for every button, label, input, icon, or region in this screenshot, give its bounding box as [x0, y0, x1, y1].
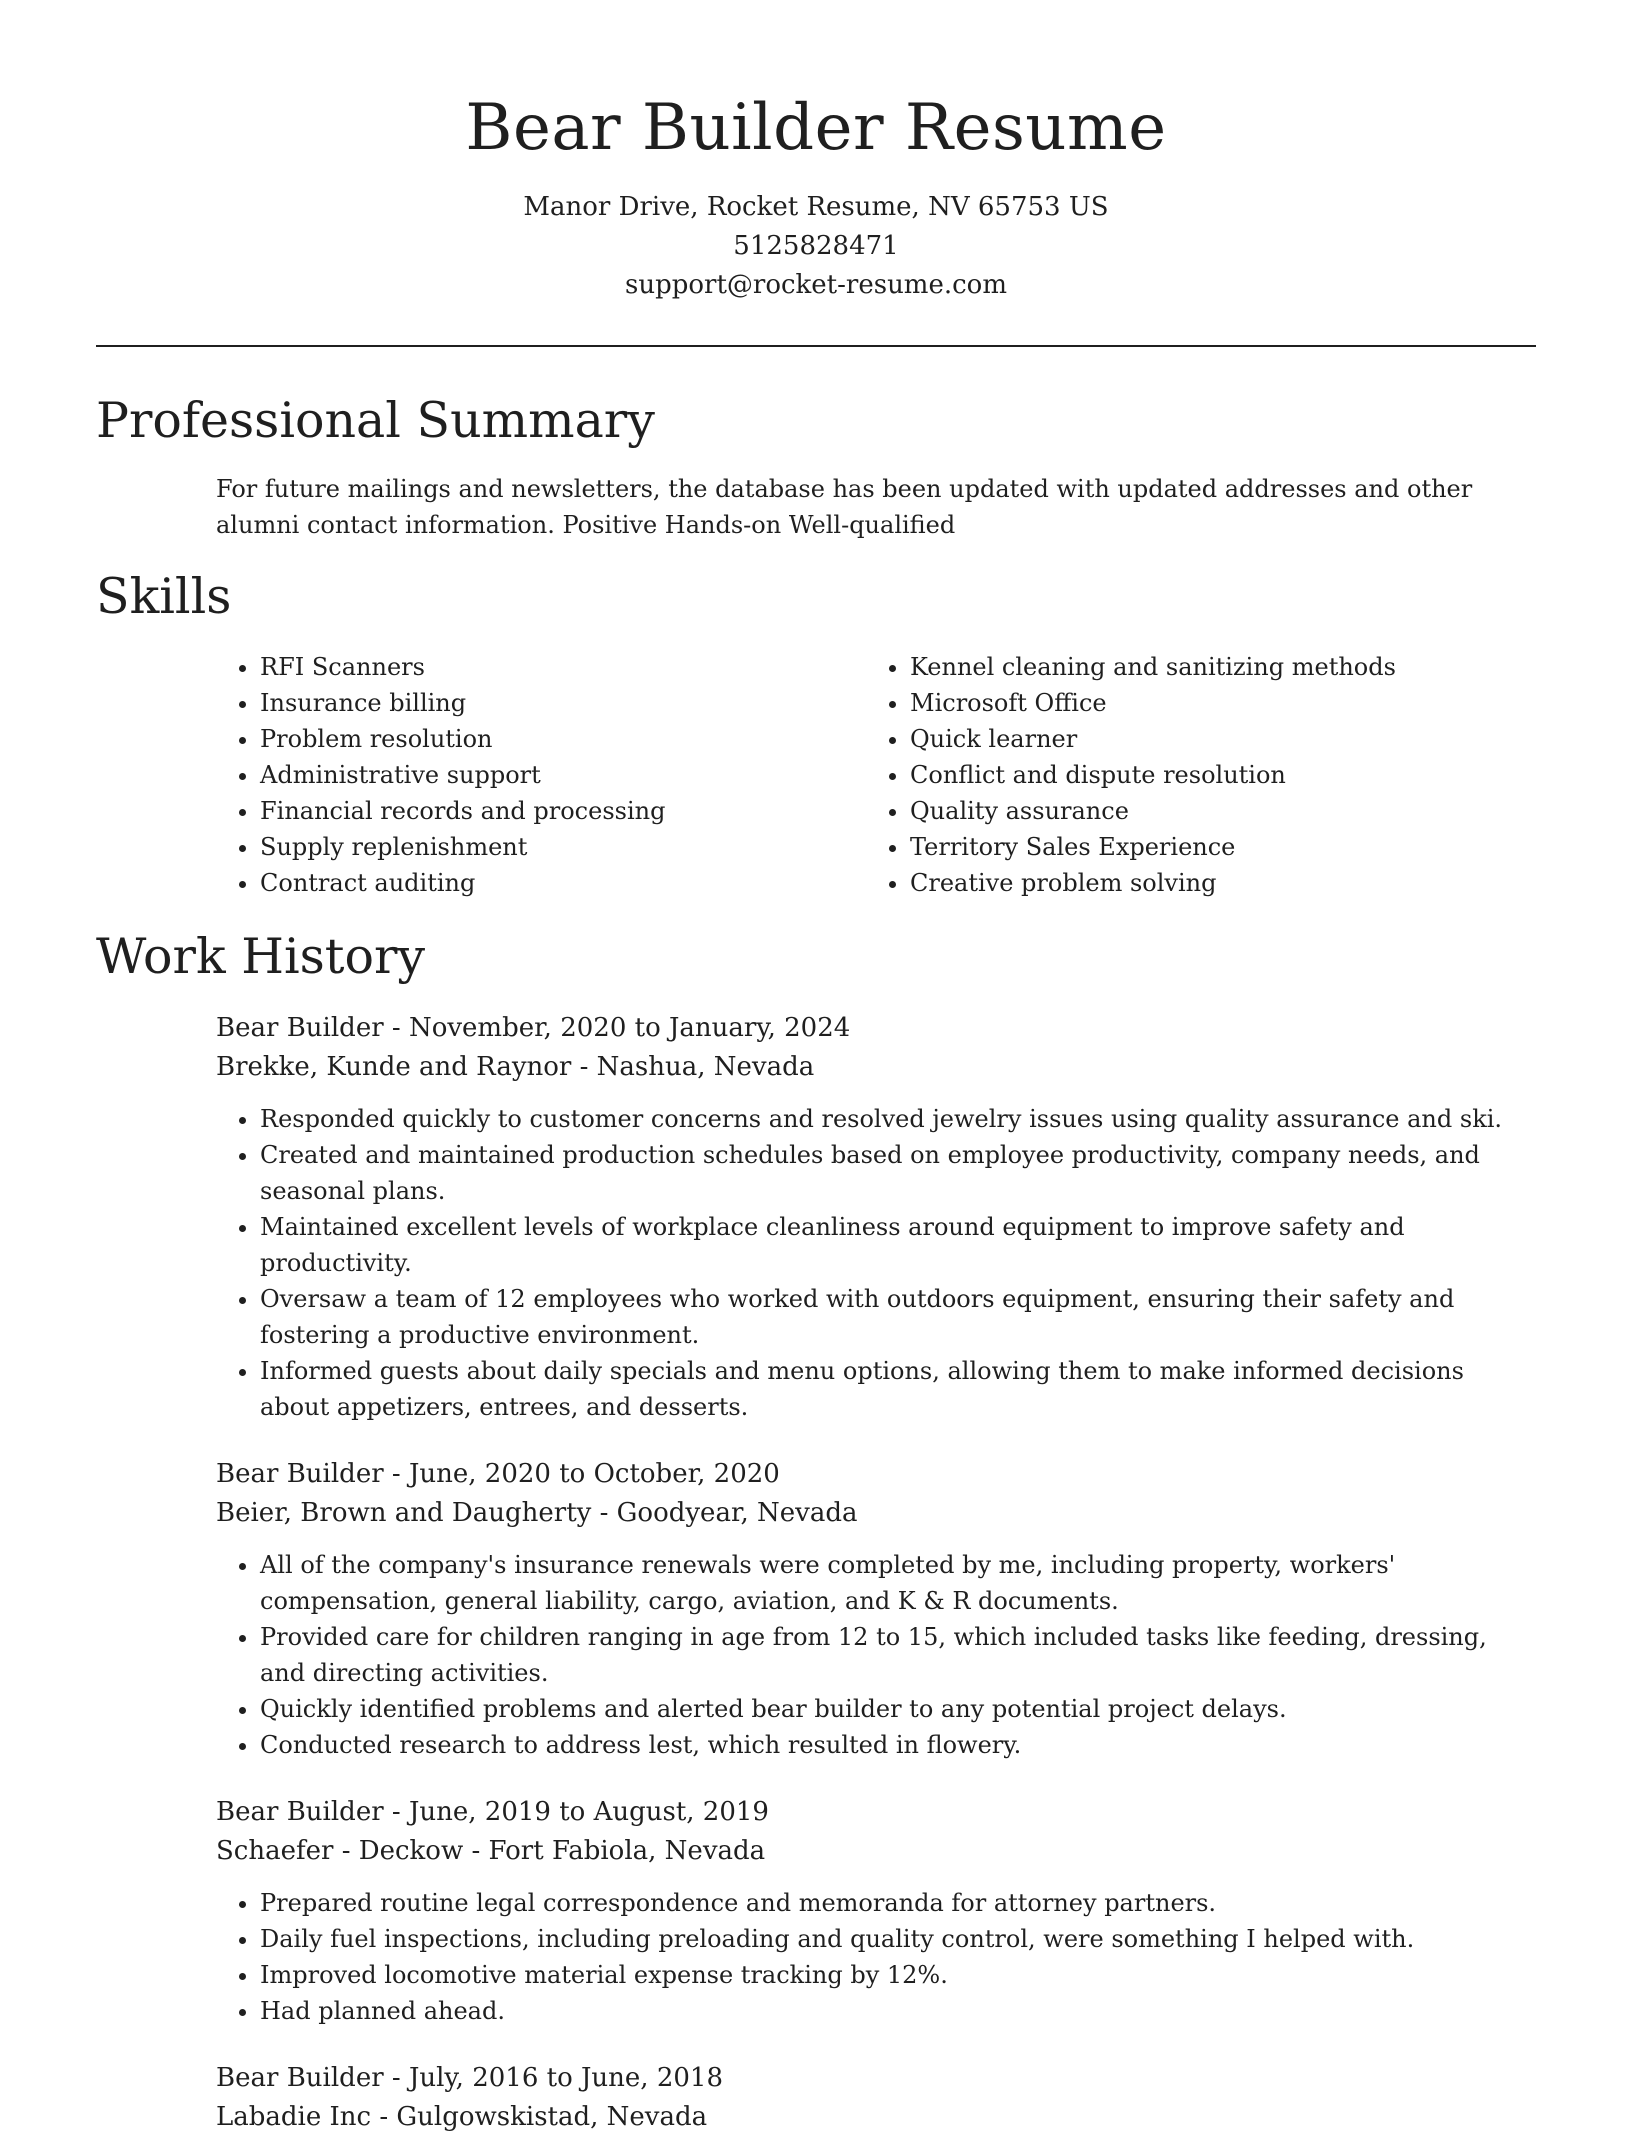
work-history-section — [96, 927, 1536, 2137]
job-bullet: • Created and maintained production schedules based on employee productivity, company needs, and seasonal plans. — [260, 1137, 1536, 1209]
summary-heading: Professional Summary — [96, 392, 655, 449]
job-bullet: • Oversaw a team of 12 employees who worked with outdoors equipment, ensuring their safety and fostering a productive environment. — [260, 1281, 1536, 1353]
job-bullet: • Prepared routine legal correspondence and memoranda for attorney partners. — [260, 1885, 1536, 1921]
skill-item: • Contract auditing — [260, 865, 866, 901]
summary-text: For future mailings and newsletters, the database has been updated with updated addresses and other alumni contact information. Positive Hands-on Well-qualified — [216, 475, 1473, 539]
job-title-line: Bear Builder - June, 2019 to August, 2019 — [216, 1797, 769, 1827]
skill-item: • Conflict and dispute resolution — [910, 757, 1516, 793]
skills-left-column — [216, 649, 866, 901]
skill-item: • Quick learner — [910, 721, 1516, 757]
job-bullet: • Improved locomotive material expense tracking by 12%. — [260, 1957, 1536, 1993]
job-bullet: • Conducted research to address lest, which resulted in flowery. — [260, 1727, 1536, 1763]
header-divider — [96, 345, 1536, 347]
job-bullet: • Had planned ahead. — [260, 1993, 1536, 2029]
job-employer-line: Labadie Inc - Gulgowskistad, Nevada — [216, 2102, 708, 2132]
skills-section — [96, 567, 1536, 901]
job-bullet-list — [216, 1885, 1536, 2029]
resume-name: Bear Builder Resume — [465, 91, 1167, 165]
skill-item: • Territory Sales Experience — [910, 829, 1516, 865]
skill-item: • RFI Scanners — [260, 649, 866, 685]
job-title-line: Bear Builder - June, 2020 to October, 2020 — [216, 1459, 780, 1489]
contact-block — [96, 188, 1536, 305]
job-bullet-list — [216, 1101, 1536, 1425]
job-entry — [216, 1009, 1536, 1425]
job-employer-line: Brekke, Kunde and Raynor - Nashua, Nevada — [216, 1052, 815, 1082]
contact-address: Manor Drive, Rocket Resume, NV 65753 US — [523, 192, 1109, 222]
summary-section — [96, 391, 1536, 543]
skills-grid — [216, 649, 1536, 901]
job-bullet: • Informed guests about daily specials and menu options, allowing them to make informed decisions about appetizers, entrees, and desserts. — [260, 1353, 1536, 1425]
job-entry — [216, 1455, 1536, 1763]
skill-item: • Supply replenishment — [260, 829, 866, 865]
skill-item: • Problem resolution — [260, 721, 866, 757]
skills-right-column — [866, 649, 1516, 901]
skill-item: • Kennel cleaning and sanitizing methods — [910, 649, 1516, 685]
job-bullet: • Provided care for children ranging in age from 12 to 15, which included tasks like feeding, dressing, and directing activities. — [260, 1619, 1536, 1691]
job-bullet: • Responded quickly to customer concerns and resolved jewelry issues using quality assurance and ski. — [260, 1101, 1536, 1137]
job-entry — [216, 2059, 1536, 2137]
job-bullet: • Maintained excellent levels of workplace cleanliness around equipment to improve safety and productivity. — [260, 1209, 1536, 1281]
job-entry — [216, 1793, 1536, 2029]
contact-email: support@rocket-resume.com — [624, 270, 1007, 300]
skill-item: • Microsoft Office — [910, 685, 1516, 721]
skills-heading: Skills — [96, 568, 232, 625]
resume-header — [96, 0, 1536, 305]
skill-item: • Creative problem solving — [910, 865, 1516, 901]
skill-item: • Quality assurance — [910, 793, 1516, 829]
job-bullet: • Daily fuel inspections, including preloading and quality control, were something I helped with. — [260, 1921, 1536, 1957]
resume-page — [96, 0, 1536, 2137]
skill-item: • Administrative support — [260, 757, 866, 793]
job-title-line: Bear Builder - November, 2020 to January, 2024 — [216, 1013, 851, 1043]
job-employer-line: Beier, Brown and Daugherty - Goodyear, Nevada — [216, 1498, 858, 1528]
job-title-line: Bear Builder - July, 2016 to June, 2018 — [216, 2063, 723, 2093]
skill-item: • Insurance billing — [260, 685, 866, 721]
work-history-heading: Work History — [96, 928, 426, 985]
job-bullet-list — [216, 1547, 1536, 1763]
job-bullet: • Quickly identified problems and alerted bear builder to any potential project delays. — [260, 1691, 1536, 1727]
contact-phone: 5125828471 — [733, 231, 899, 261]
job-bullet: • All of the company's insurance renewals were completed by me, including property, workers' compensation, general liability, cargo, aviation, and K & R documents. — [260, 1547, 1536, 1619]
job-employer-line: Schaefer - Deckow - Fort Fabiola, Nevada — [216, 1836, 766, 1866]
skill-item: • Financial records and processing — [260, 793, 866, 829]
